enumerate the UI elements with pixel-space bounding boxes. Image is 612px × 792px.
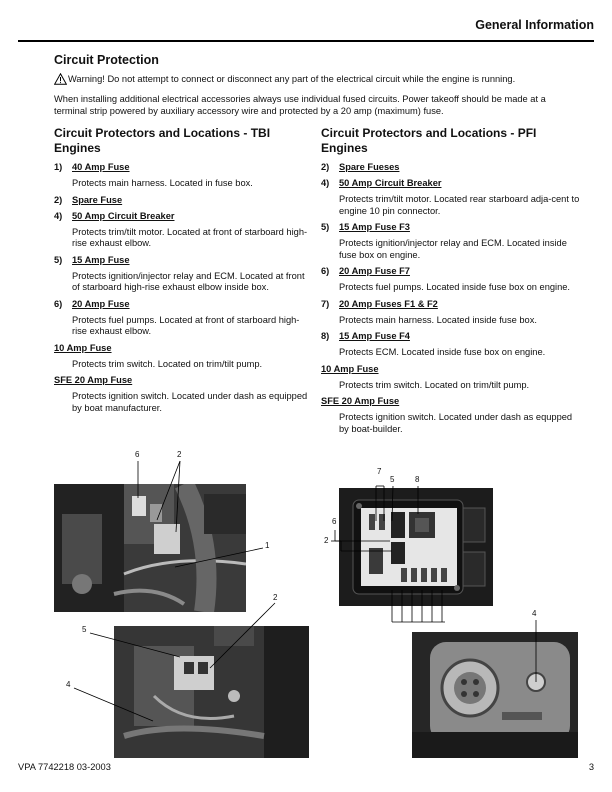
pfi-item-description: Protects fuel pumps. Located inside fuse box on engine.: [339, 282, 571, 292]
pfi-item-label: SFE 20 Amp Fuse: [321, 396, 400, 406]
pfi-item-number: 4): [321, 178, 330, 188]
callout-pfi-box-7: 7: [377, 467, 382, 476]
pfi-item-number: 6): [321, 266, 330, 276]
pfi-item-label: 20 Amp Fuses F1 & F2: [339, 298, 438, 309]
pfi-heading: Circuit Protectors and Locations - PFI Engines: [321, 126, 537, 155]
tbi-item-number: 5): [54, 254, 63, 265]
pfi-item-description: Protects ignition switch. Located under dash as equpped by boat-builder.: [339, 412, 573, 434]
tbi-item-number: 2): [54, 194, 63, 205]
pfi-item-description: Protects trim/tilt motor. Located rear starboard adja-cent to engine 10 pin connector.: [339, 194, 580, 216]
callout-pfi-box-5: 5: [390, 475, 395, 484]
callout-pfi-breaker-4: 4: [532, 609, 537, 618]
callout-tbi-top-1: 1: [265, 541, 270, 550]
section-title: Circuit Protection: [54, 53, 159, 67]
tbi-item-number: 4): [54, 210, 63, 221]
tbi-item-label: 10 Amp Fuse: [54, 342, 112, 353]
pfi-item-label: 20 Amp Fuse F7: [339, 266, 410, 276]
tbi-item-description: Protects ignition switch. Located under dash as equipped by boat manufacturer.: [72, 391, 308, 413]
callout-tbi-top-6: 6: [135, 450, 140, 459]
pfi-item-description: Protects main harness. Located inside fuse box.: [339, 314, 537, 325]
tbi-item-label: Spare Fuse: [72, 194, 123, 205]
tbi-item-number: 6): [54, 298, 63, 309]
tbi-item-label: 50 Amp Circuit Breaker: [72, 210, 175, 221]
footer-page-number: 3: [588, 762, 594, 772]
pfi-item-number: 2): [321, 162, 330, 172]
page-header-title: General Information: [475, 18, 594, 32]
callout-pfi-box-2: 2: [324, 536, 329, 545]
pfi-item-number: 5): [321, 222, 330, 232]
tbi-item-label: SFE 20 Amp Fuse: [54, 375, 133, 385]
pfi-item-label: 15 Amp Fuse F3: [339, 222, 410, 232]
callout-tbi-top-2: 2: [177, 450, 182, 459]
pfi-item-number: 7): [321, 298, 330, 309]
callout-tbi-bottom-5: 5: [82, 625, 87, 634]
tbi-item-description: Protects main harness. Located in fuse box.: [72, 178, 253, 188]
pfi-item-label: 10 Amp Fuse: [321, 363, 379, 374]
pfi-item-description: Protects trim switch. Located on trim/tilt pump.: [339, 379, 530, 390]
pfi-item-description: Protects ECM. Located inside fuse box on engine.: [339, 347, 546, 357]
tbi-item-description: Protects trim switch. Located on trim/tilt pump.: [72, 358, 263, 369]
tbi-item-label: 15 Amp Fuse: [72, 254, 130, 265]
tbi-item-description: Protects trim/tilt motor. Located at front of starboard high-rise exhaust elbow.: [72, 226, 308, 248]
footer-doc-number: VPA 7742218 03-2003: [18, 762, 111, 772]
tbi-item-number: 1): [54, 162, 63, 172]
callout-tbi-bottom-4: 4: [66, 680, 71, 689]
pfi-item-number: 8): [321, 331, 330, 341]
intro-paragraph: When installing additional electrical accessories always use individual fused circuits. Power takeoff should be made at a terminal strip powered by auxiliary accessory wire and protected by a 20 amp (maximum) fuse.: [54, 94, 546, 116]
tbi-item-label: 20 Amp Fuse: [72, 298, 130, 309]
tbi-heading: Circuit Protectors and Locations - TBI Engines: [54, 126, 271, 155]
pfi-item-description: Protects ignition/injector relay and ECM. Located inside fuse box on engine.: [339, 238, 567, 260]
callout-tbi-bottom-2: 2: [273, 593, 278, 602]
warning-text: Warning! Do not attempt to connect or disconnect any part of the electrical circuit while the engine is running.: [68, 74, 516, 84]
tbi-item-description: Protects fuel pumps. Located at front of starboard high-rise exhaust elbow.: [72, 314, 300, 336]
callout-pfi-box-6: 6: [332, 517, 337, 526]
callout-pfi-box-8: 8: [415, 475, 420, 484]
pfi-item-label: Spare Fueses: [339, 162, 400, 172]
pfi-item-label: 15 Amp Fuse F4: [339, 331, 410, 341]
pfi-item-label: 50 Amp Circuit Breaker: [339, 178, 442, 188]
tbi-item-description: Protects ignition/injector relay and ECM. Located at front of starboard high-rise exhaust elbow inside box.: [72, 270, 305, 292]
tbi-item-label: 40 Amp Fuse: [72, 162, 130, 172]
